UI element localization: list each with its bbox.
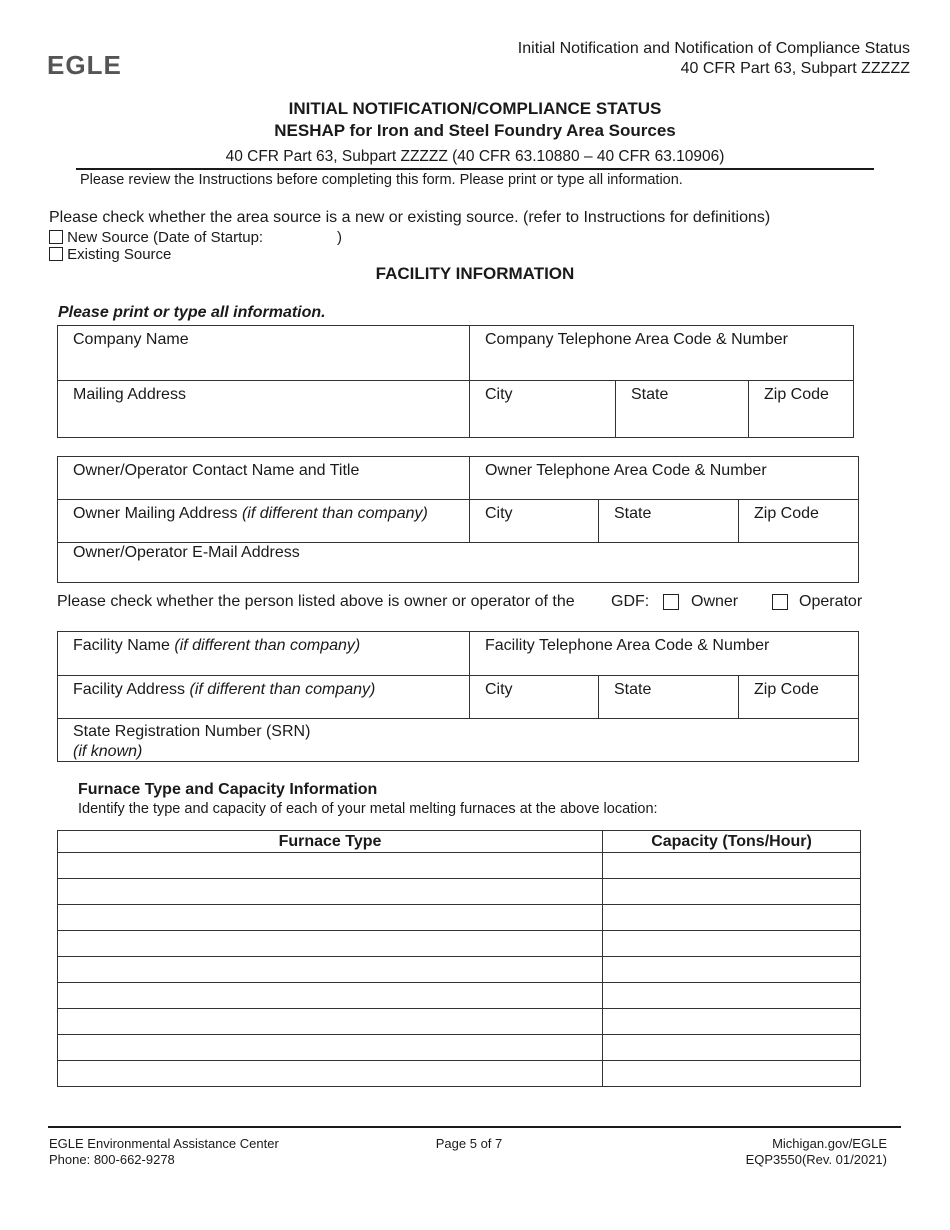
header-title [518, 39, 910, 79]
owner-address-field[interactable] [58, 499, 470, 543]
facility-table [57, 631, 859, 762]
form-subtitle: NESHAP for Iron and Steel Foundry Area Sources [274, 121, 676, 140]
owner-email-field[interactable] [58, 542, 859, 583]
company-city-label: City [485, 386, 513, 403]
footer-site: Michigan.gov/EGLE [772, 1136, 887, 1151]
source-prompt: Please check whether the area source is a new or existing source. (refer to Instructions for definitions) [49, 209, 771, 226]
operator-checkbox[interactable] [772, 594, 788, 610]
footer-divider [48, 1126, 901, 1128]
furnace-type-header: Furnace Type [58, 831, 603, 853]
new-source-close: ) [337, 229, 342, 246]
owner-city-field[interactable] [469, 499, 599, 543]
facility-zip-label: Zip Code [754, 681, 819, 698]
title-divider [76, 168, 874, 170]
facility-name-label: Facility Name [73, 637, 170, 654]
company-zip-field[interactable] [748, 380, 854, 438]
furnace-type-cell[interactable] [58, 957, 603, 983]
footer-right [746, 1136, 887, 1168]
mailing-address-field[interactable] [58, 380, 470, 438]
logo-text: EGLE [47, 52, 122, 78]
footer-phone: Phone: 800-662-9278 [49, 1152, 175, 1167]
egle-logo [47, 52, 129, 78]
table-row [58, 957, 861, 983]
furnace-type-cell[interactable] [58, 931, 603, 957]
new-source-label: New Source (Date of Startup: [67, 229, 264, 246]
gdf-label: GDF: [611, 593, 650, 610]
furnace-type-cell[interactable] [58, 983, 603, 1009]
capacity-cell[interactable] [603, 1061, 861, 1087]
existing-source-row [49, 246, 171, 263]
furnace-type-cell[interactable] [58, 853, 603, 879]
table-row [58, 931, 861, 957]
table-row [58, 983, 861, 1009]
facility-zip-field[interactable] [738, 675, 859, 719]
srn-label: State Registration Number (SRN) [73, 723, 311, 740]
existing-source-label: Existing Source [67, 246, 172, 263]
capacity-cell[interactable] [603, 879, 861, 905]
company-name-field[interactable] [58, 326, 470, 381]
furnace-table [57, 830, 861, 1087]
owner-table [57, 456, 859, 583]
owner-state-label: State [614, 505, 652, 522]
furnace-type-cell[interactable] [58, 879, 603, 905]
form-title: INITIAL NOTIFICATION/COMPLIANCE STATUS [288, 99, 662, 118]
furnace-type-cell[interactable] [58, 1035, 603, 1061]
furnace-type-cell[interactable] [58, 905, 603, 931]
owner-address-label: Owner Mailing Address [73, 505, 238, 522]
table-row [58, 905, 861, 931]
owner-address-note: (if different than company) [241, 505, 428, 522]
table-row [58, 853, 861, 879]
owner-phone-label: Owner Telephone Area Code & Number [485, 462, 767, 479]
print-note: Please print or type all information. [58, 304, 326, 321]
capacity-cell[interactable] [603, 957, 861, 983]
mailing-address-label: Mailing Address [73, 386, 186, 403]
footer-form: EQP3550(Rev. 01/2021) [745, 1152, 887, 1167]
capacity-header: Capacity (Tons/Hour) [603, 831, 861, 853]
company-state-field[interactable] [615, 380, 749, 438]
owner-state-field[interactable] [598, 499, 739, 543]
furnace-type-cell[interactable] [58, 1009, 603, 1035]
srn-field[interactable] [58, 718, 859, 762]
new-source-row [49, 229, 263, 246]
owner-contact-field[interactable] [58, 457, 470, 500]
facility-city-label: City [485, 681, 513, 698]
facility-phone-label: Facility Telephone Area Code & Number [485, 637, 770, 654]
furnace-type-cell[interactable] [58, 1061, 603, 1087]
owner-zip-label: Zip Code [754, 505, 819, 522]
owner-email-label: Owner/Operator E-Mail Address [73, 544, 300, 561]
capacity-cell[interactable] [603, 1009, 861, 1035]
header-line-2: 40 CFR Part 63, Subpart ZZZZZ [680, 60, 910, 77]
facility-heading: FACILITY INFORMATION [375, 264, 575, 283]
capacity-cell[interactable] [603, 983, 861, 1009]
company-name-label: Company Name [73, 331, 189, 348]
facility-state-field[interactable] [598, 675, 739, 719]
review-note: Please review the Instructions before completing this form. Please print or type all information. [80, 172, 683, 188]
company-table [57, 325, 854, 438]
new-source-checkbox[interactable] [49, 230, 63, 244]
company-phone-label: Company Telephone Area Code & Number [485, 331, 788, 348]
owner-city-label: City [485, 505, 513, 522]
existing-source-checkbox[interactable] [49, 247, 63, 261]
facility-state-label: State [614, 681, 652, 698]
facility-name-note: (if different than company) [174, 637, 361, 654]
company-city-field[interactable] [469, 380, 616, 438]
facility-address-field[interactable] [58, 675, 470, 719]
capacity-cell[interactable] [603, 905, 861, 931]
furnace-instruction: Identify the type and capacity of each of your metal melting furnaces at the above location: [78, 801, 658, 817]
facility-city-field[interactable] [469, 675, 599, 719]
furnace-heading: Furnace Type and Capacity Information [78, 781, 378, 798]
cfr-reference: 40 CFR Part 63, Subpart ZZZZZ (40 CFR 63.10880 – 40 CFR 63.10906) [225, 148, 725, 165]
table-row [58, 1035, 861, 1061]
facility-phone-field[interactable] [469, 632, 859, 676]
table-row [58, 1009, 861, 1035]
footer-page: Page 5 of 7 [435, 1136, 503, 1151]
header-line-1: Initial Notification and Notification of Compliance Status [517, 40, 910, 57]
capacity-cell[interactable] [603, 931, 861, 957]
srn-note: (if known) [73, 743, 143, 760]
facility-address-note: (if different than company) [189, 681, 376, 698]
company-zip-label: Zip Code [764, 386, 829, 403]
facility-address-label: Facility Address [73, 681, 186, 698]
capacity-cell[interactable] [603, 1035, 861, 1061]
owner-zip-field[interactable] [738, 499, 859, 543]
facility-name-field[interactable] [58, 632, 470, 676]
footer-org: EGLE Environmental Assistance Center [49, 1136, 279, 1151]
capacity-cell[interactable] [603, 853, 861, 879]
furnace-header-row [58, 831, 861, 853]
owner-check-prompt: Please check whether the person listed above is owner or operator of the [57, 593, 575, 610]
operator-option-label: Operator [799, 593, 863, 610]
table-row [58, 879, 861, 905]
company-phone-field[interactable] [469, 326, 854, 381]
egle-logo-graphic [47, 52, 129, 78]
company-state-label: State [631, 386, 669, 403]
owner-contact-label: Owner/Operator Contact Name and Title [73, 462, 360, 479]
owner-checkbox[interactable] [663, 594, 679, 610]
owner-phone-field[interactable] [469, 457, 859, 500]
table-row [58, 1061, 861, 1087]
owner-option-label: Owner [691, 593, 739, 610]
